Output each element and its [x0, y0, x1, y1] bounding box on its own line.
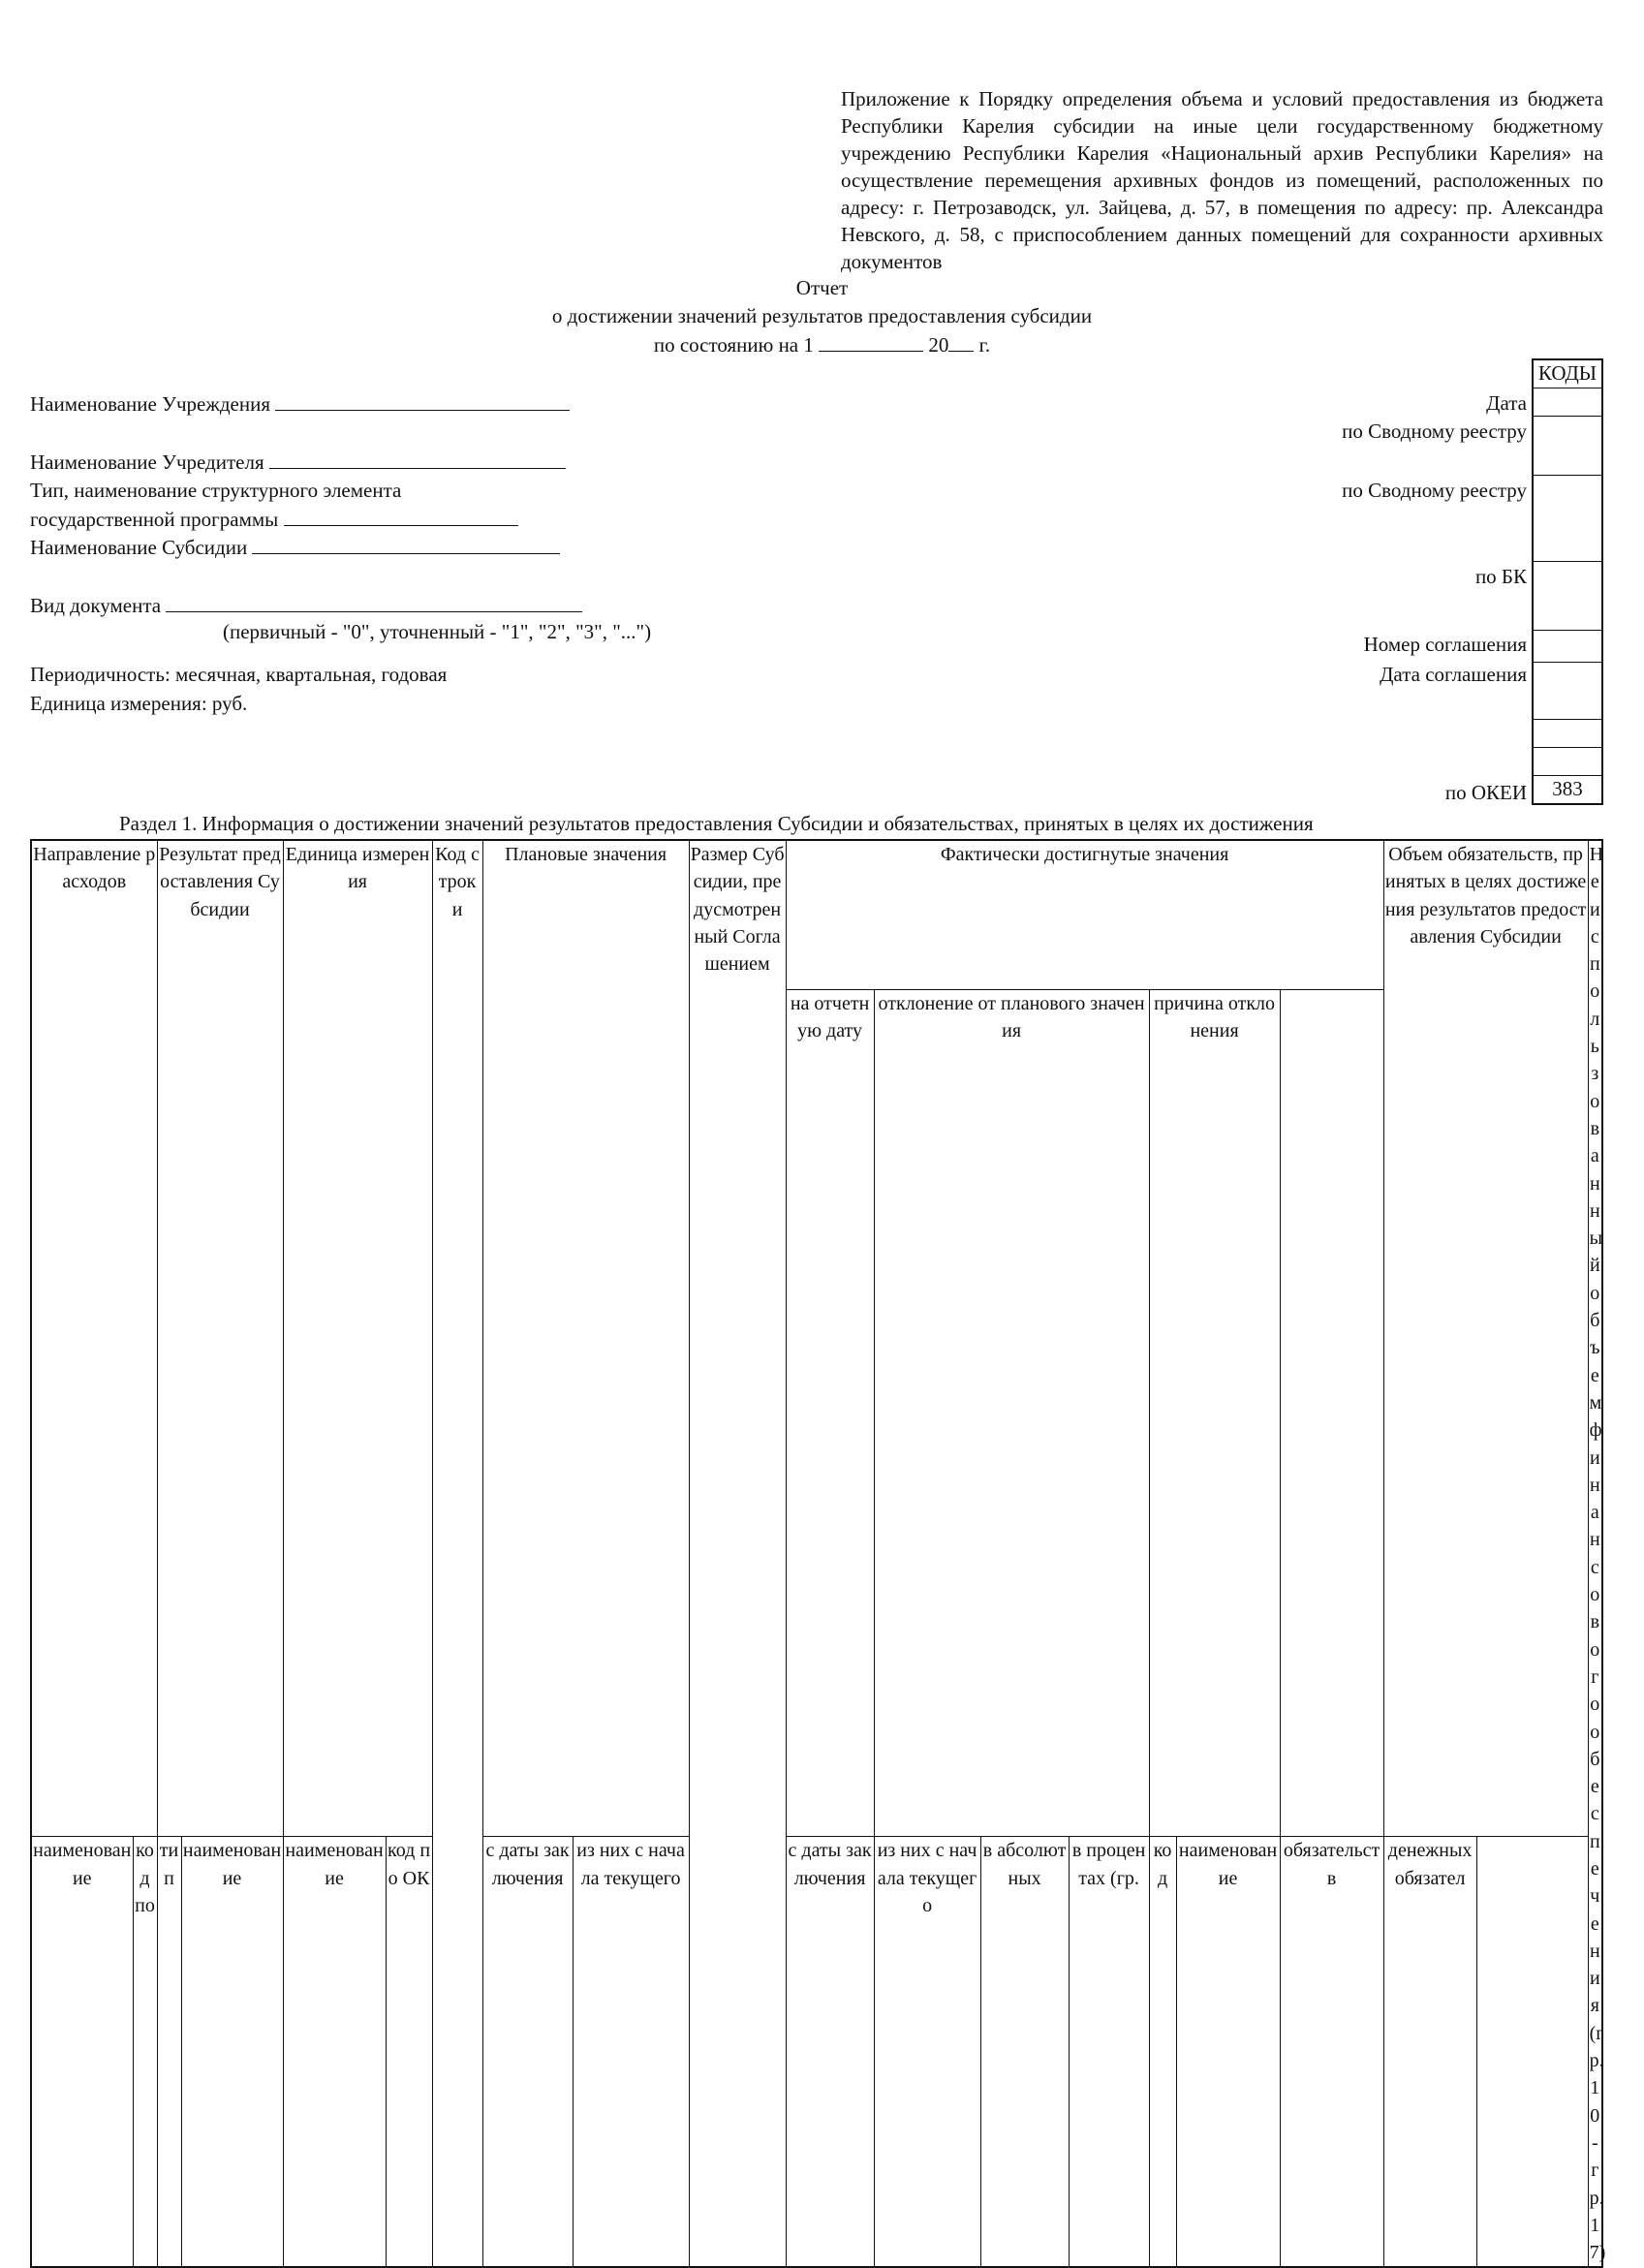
th-dir-name: наименование [31, 1837, 133, 2267]
date-year: 20 [928, 333, 949, 357]
th-dir-code: код по [133, 1837, 157, 2267]
code-cell-extra-2[interactable] [1533, 748, 1602, 776]
codes-label-registry-2: по Сводному реестру [1342, 479, 1527, 502]
th-actual: Фактически достигнутые значения [786, 840, 1383, 989]
th-unused: Неиспользованный объем финансового обеспечения (гр. 10 - гр. 17) [1588, 840, 1602, 2267]
th-obligations: Объем обязательств, принятых в целях достижения результатов предоставления Субсидии [1383, 840, 1588, 1837]
codes-header: КОДЫ [1533, 359, 1602, 388]
th-plan-from: с даты заключения [482, 1837, 573, 2267]
date-prefix: по состоянию на 1 [653, 333, 814, 357]
field-program [30, 506, 518, 533]
codes-label-registry-1: по Сводному реестру [1342, 419, 1527, 443]
section-title: Раздел 1. Информация о достижении значений результатов предоставления Субсидии и обязательствах, принятых в целях их достижения [119, 812, 1314, 835]
th-reason-name: наименование [1176, 1837, 1280, 2267]
field-periodicity: Периодичность: месячная, квартальная, годовая [30, 663, 448, 686]
field-doc-type [30, 592, 582, 619]
subsidy-blank[interactable] [252, 534, 560, 554]
th-dev-abs: в абсолютных [980, 1837, 1069, 2267]
field-program-label: государственной программы [30, 508, 279, 531]
field-doc-type-label: Вид документа [30, 594, 162, 617]
codes-label-agreement-no: Номер соглашения [1363, 633, 1527, 656]
th-dev-pct: в процентах (гр. [1069, 1837, 1149, 2267]
code-cell-okei[interactable]: 383 [1533, 776, 1602, 805]
codes-box [1532, 358, 1603, 805]
year-blank[interactable] [948, 331, 974, 352]
codes-label-agreement-date: Дата соглашения [1380, 663, 1527, 686]
code-cell-extra-1[interactable] [1533, 720, 1602, 748]
field-institution-label: Наименование Учреждения [30, 392, 270, 416]
field-institution [30, 390, 570, 418]
code-cell-date[interactable] [1533, 388, 1602, 417]
code-cell-bk[interactable] [1533, 562, 1602, 631]
th-unit-code: код по ОК [386, 1837, 432, 2267]
codes-label-okei: по ОКЕИ [1444, 781, 1527, 804]
th-obl: обязательств [1280, 1837, 1383, 2267]
th-act-incl: из них с начала текущего [874, 1837, 980, 2267]
th-unit: Единица измерения [283, 840, 432, 1837]
code-cell-agreement-date[interactable] [1533, 663, 1602, 720]
founder-blank[interactable] [269, 449, 566, 469]
report-date-line [0, 331, 1644, 358]
th-money: денежных обязател [1383, 1837, 1476, 2267]
field-subsidy [30, 534, 560, 561]
th-deviation: отклонение от планового значения [874, 989, 1149, 1837]
field-subsidy-label: Наименование Субсидии [30, 536, 248, 559]
month-blank[interactable] [819, 331, 923, 352]
codes-label-bk: по БК [1474, 565, 1527, 588]
field-program-line1: Тип, наименование структурного элемента [30, 479, 402, 502]
th-size-text: Размер Субсидии, предусмотренный Соглашением [690, 844, 785, 976]
th-res-type: тип [157, 1837, 181, 2267]
code-cell-registry-1[interactable] [1533, 417, 1602, 476]
th-reason: причина отклонения [1149, 989, 1280, 1837]
th-plan-incl: из них с начала текущего [573, 1837, 689, 2267]
field-founder [30, 449, 566, 476]
doc-type-hint: (первичный - "0", уточненный - "1", "2", "3", "...") [223, 620, 652, 643]
codes-label-date: Дата [1486, 391, 1527, 415]
code-cell-agreement-no[interactable] [1533, 631, 1602, 663]
th-act-from: с даты заключения [786, 1837, 874, 2267]
field-founder-label: Наименование Учредителя [30, 450, 264, 474]
date-suffix: г. [978, 333, 991, 357]
doc-type-blank[interactable] [166, 592, 582, 612]
code-cell-registry-2[interactable] [1533, 476, 1602, 562]
report-table [30, 839, 1606, 2268]
th-reason-code: код [1149, 1837, 1176, 2267]
field-unit: Единица измерения: руб. [30, 692, 248, 715]
institution-blank[interactable] [275, 390, 570, 411]
th-unit-name: наименование [283, 1837, 386, 2267]
report-subtitle: о достижении значений результатов предоставления субсидии [551, 304, 1093, 327]
report-title: Отчет [795, 276, 849, 299]
program-blank[interactable] [284, 506, 518, 526]
th-at-date: на отчетную дату [786, 989, 874, 1837]
th-direction: Направление расходов [31, 840, 157, 1837]
th-row-code: Код строки [432, 840, 482, 2267]
th-size [689, 840, 786, 2267]
th-res-name: наименование [181, 1837, 283, 2267]
appendix-text: Приложение к Порядку определения объема и условий предоставления из бюджета Республики Карелия субсидии на иные цели государственному бюджетному учреждению Республики Карелия «Национальный архив Республики Карелия» на осуществление перемещения архивных фондов из помещений, расположенных по адресу: г. Петрозаводск, ул. Зайцева, д. 57, в помещения по адресу: пр. Александра Невского, д. 58, с приспособлением данных помещений для сохранности архивных документов [841, 87, 1603, 273]
th-result: Результат предоставления Субсидии [157, 840, 283, 1837]
th-plan: Плановые значения [482, 840, 689, 1837]
